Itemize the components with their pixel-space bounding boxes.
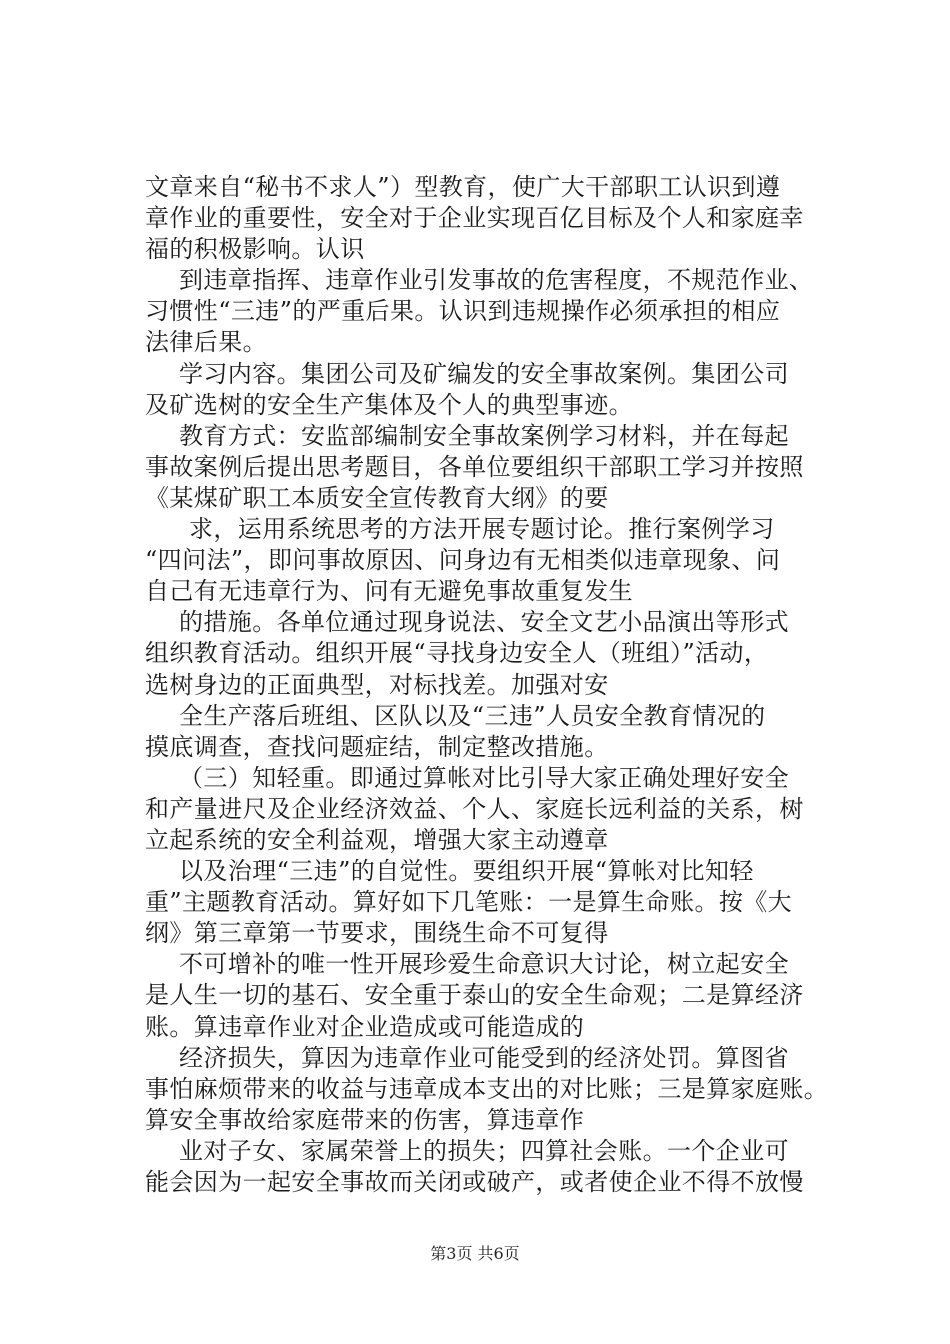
text-line: 《某煤矿职工本质安全宣传教育大纲》的要 bbox=[145, 483, 609, 512]
text-line: （三）知轻重。即通过算帐对比引导大家正确处理好安全 bbox=[179, 763, 789, 792]
text-line: 经济损失，算因为违章作业可能受到的经济处罚。算图省 bbox=[179, 1043, 789, 1072]
body-text bbox=[145, 172, 835, 1198]
page-number-label: 第3页 共6页 bbox=[430, 1244, 520, 1263]
text-line: 求，运用系统思考的方法开展专题讨论。推行案例学习 bbox=[189, 515, 775, 544]
text-line: 业对子女、家属荣誉上的损失；四算社会账。一个企业可 bbox=[179, 1136, 789, 1165]
text-line: 及矿选树的安全生产集体及个人的典型事迹。 bbox=[145, 390, 633, 419]
text-line: 的措施。各单位通过现身说法、安全文艺小品演出等形式 bbox=[179, 608, 789, 637]
text-line: 能会因为一起安全事故而关闭或破产，或者使企业不得不放慢 bbox=[145, 1168, 804, 1196]
text-line: 组织教育活动。组织开展“寻找身边安全人（班组）”活动， bbox=[145, 639, 769, 668]
text-line: 文章来自“秘书不求人”）型教育，使广大干部职工认识到遵 bbox=[145, 173, 781, 201]
text-line: 习惯性“三违”的严重后果。认识到违规操作必须承担的相应 bbox=[145, 297, 781, 326]
text-line: 重”主题教育活动。算好如下几笔账：一是算生命账。按《大 bbox=[145, 888, 793, 917]
text-line: 章作业的重要性，安全对于企业实现百亿目标及个人和家庭幸 bbox=[145, 204, 804, 233]
text-line: 学习内容。集团公司及矿编发的安全事故案例。集团公司 bbox=[179, 359, 789, 388]
text-line: 全生产落后班组、区队以及“三违”人员安全教育情况的 bbox=[179, 701, 766, 730]
text-line: 账。算违章作业对企业造成或可能造成的 bbox=[145, 1012, 585, 1041]
text-line: 事故案例后提出思考题目，各单位要组织干部职工学习并按照 bbox=[145, 452, 804, 481]
text-line: 选树身边的正面典型，对标找差。加强对安 bbox=[145, 670, 609, 699]
text-line: 和产量进尺及企业经济效益、个人、家庭长远利益的关系，树 bbox=[145, 794, 804, 823]
text-line: 到违章指挥、违章作业引发事故的危害程度，不规范作业、 bbox=[179, 266, 814, 295]
text-line: 教育方式：安监部编制安全事故案例学习材料，并在每起 bbox=[179, 421, 789, 450]
page-footer bbox=[0, 1244, 950, 1264]
text-line: 以及治理“三违”的自觉性。要组织开展“算帐对比知轻 bbox=[179, 857, 754, 886]
text-line: 自己有无违章行为、问有无避免事故重复发生 bbox=[145, 577, 633, 606]
text-line: 纲》第三章第一节要求，围绕生命不可复得 bbox=[145, 919, 609, 948]
text-line: 算安全事故给家庭带来的伤害，算违章作 bbox=[145, 1105, 585, 1134]
text-line: 法律后果。 bbox=[145, 328, 267, 357]
text-line: 是人生一切的基石、安全重于泰山的安全生命观；二是算经济 bbox=[145, 981, 804, 1010]
text-line: 福的积极影响。认识 bbox=[145, 235, 365, 264]
text-line: 摸底调查，查找问题症结，制定整改措施。 bbox=[145, 732, 609, 761]
text-line: 立起系统的安全利益观，增强大家主动遵章 bbox=[145, 825, 609, 854]
text-line: “四问法”，即问事故原因、问身边有无相类似违章现象、问 bbox=[145, 546, 781, 575]
text-line: 不可增补的唯一性开展珍爱生命意识大讨论，树立起安全 bbox=[179, 950, 789, 979]
text-line: 事怕麻烦带来的收益与违章成本支出的对比账；三是算家庭账。 bbox=[145, 1074, 829, 1103]
